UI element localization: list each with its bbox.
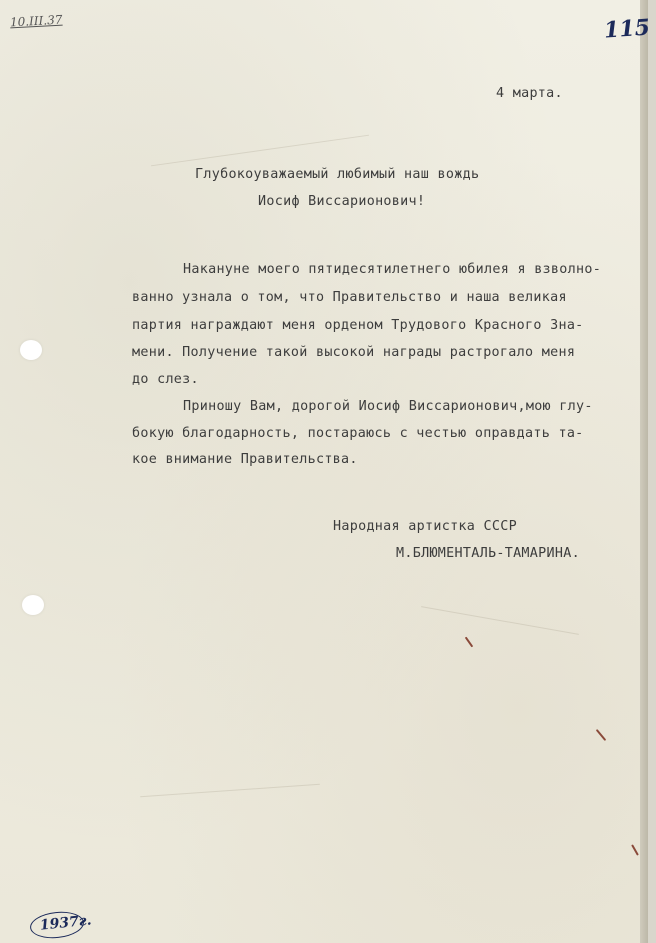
punch-hole — [22, 595, 44, 615]
paper-crease — [140, 784, 320, 798]
body-line: до слез. — [132, 372, 199, 387]
archive-page-number: 115 — [603, 14, 651, 44]
body-line: Накануне моего пятидесятилетнего юбилея я взволно- — [183, 262, 602, 277]
body-line: мени. Получение такой высокой награды растрогало меня — [132, 345, 576, 360]
ink-mark — [465, 637, 474, 648]
body-line: ванно узнала о том, что Правительство и наша великая — [132, 290, 567, 305]
body-line: партия награждают меня орденом Трудового Красного Зна- — [132, 318, 584, 333]
letter-salutation: Глубокоуважаемый любимый наш вождь — [195, 167, 480, 182]
paper-crease — [151, 135, 369, 167]
page-edge — [640, 0, 648, 943]
body-line: Приношу Вам, дорогой Иосиф Виссарионович,мою глу- — [183, 399, 593, 414]
ink-mark — [596, 729, 607, 741]
body-line: кое внимание Правительства. — [132, 452, 358, 467]
body-line: бокую благодарность, постараюсь с честью оправдать та- — [132, 426, 584, 441]
signature-title: Народная артистка СССР — [333, 519, 517, 534]
signature-name: М.БЛЮМЕНТАЛЬ-ТАМАРИНА. — [396, 546, 580, 561]
archive-corner-note: 10.III.37 — [9, 12, 63, 30]
punch-hole — [20, 340, 42, 360]
paper-crease — [421, 606, 579, 635]
year-stamp-text: 1937г. — [39, 912, 93, 934]
ink-mark — [631, 844, 639, 855]
letter-addressee: Иосиф Виссарионович! — [258, 194, 426, 209]
letter-date: 4 марта. — [496, 86, 563, 101]
year-stamp — [29, 909, 93, 941]
